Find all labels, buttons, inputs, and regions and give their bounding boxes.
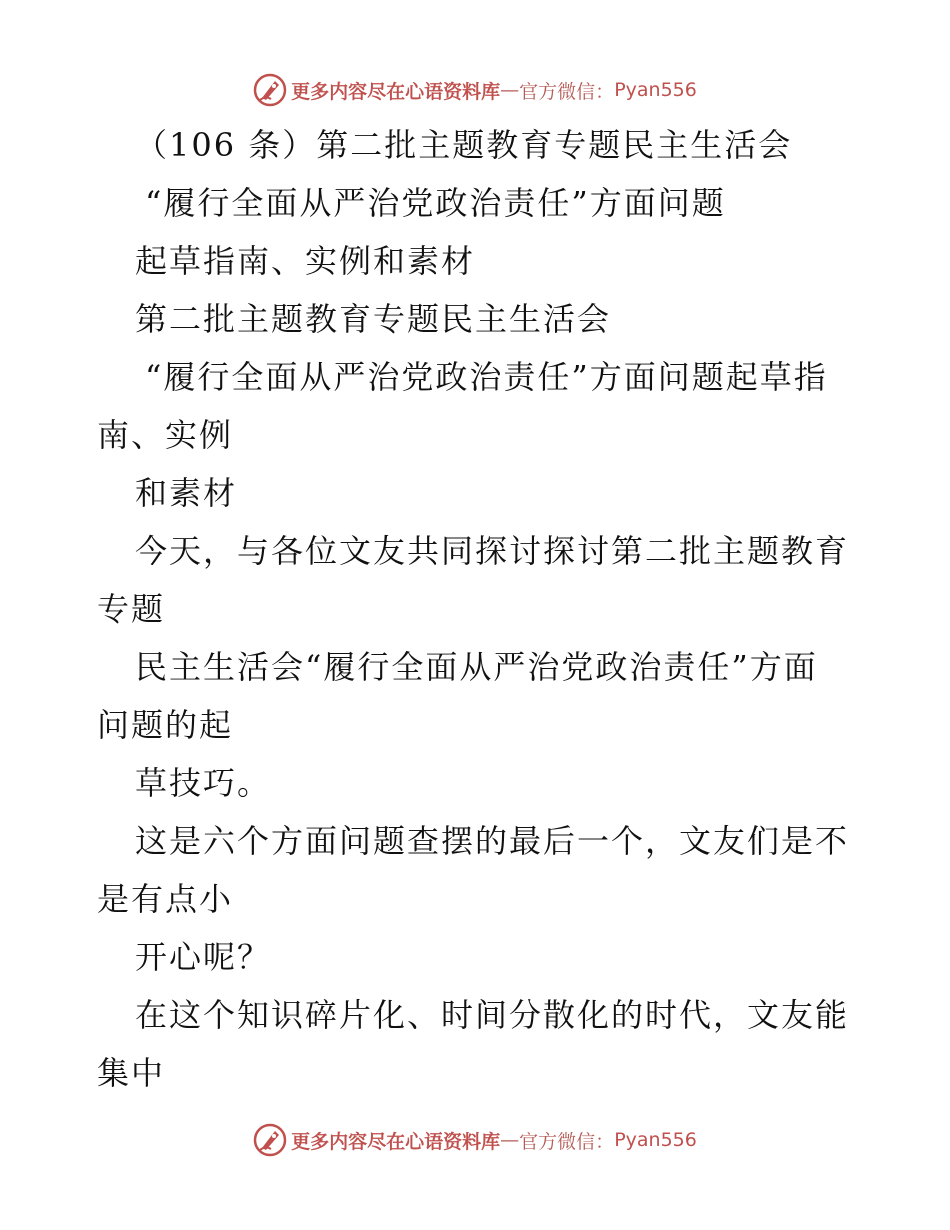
doc-line: 开心呢？ bbox=[135, 938, 272, 976]
watermark-wechat-id: Pyan556 bbox=[614, 1129, 697, 1151]
pen-nib-logo-icon bbox=[253, 73, 287, 107]
watermark-wechat-label: 官方微信： bbox=[519, 1130, 615, 1153]
doc-line: 民主生活会“履行全面从严治党政治责任”方面 bbox=[135, 648, 818, 686]
doc-line: 在这个知识碎片化、时间分散化的时代，文友能 bbox=[135, 996, 850, 1034]
doc-line: 是有点小 bbox=[97, 880, 234, 918]
watermark-text: 更多内容尽在心语资料库 bbox=[291, 1130, 501, 1153]
doc-line: 这是六个方面问题查摆的最后一个，文友们是不 bbox=[135, 822, 850, 860]
header-watermark bbox=[0, 70, 950, 110]
doc-line: 第二批主题教育专题民主生活会 bbox=[135, 300, 612, 338]
watermark-separator: — bbox=[500, 79, 520, 101]
doc-line: 专题 bbox=[97, 590, 166, 628]
watermark-wechat-id: Pyan556 bbox=[614, 79, 697, 101]
document-body bbox=[97, 116, 857, 1102]
watermark-separator: — bbox=[500, 1129, 520, 1151]
doc-line: “履行全面从严治党政治责任”方面问题 bbox=[145, 184, 726, 222]
doc-line: （106 条）第二批主题教育专题民主生活会 bbox=[135, 126, 793, 164]
doc-line: 集中 bbox=[97, 1054, 166, 1092]
doc-line: 问题的起 bbox=[97, 706, 234, 744]
doc-line: “履行全面从严治党政治责任”方面问题起草指 bbox=[145, 358, 828, 396]
watermark-wechat-label: 官方微信： bbox=[519, 80, 615, 103]
doc-line: 今天，与各位文友共同探讨探讨第二批主题教育 bbox=[135, 532, 850, 570]
doc-line: 起草指南、实例和素材 bbox=[135, 242, 476, 280]
watermark-text: 更多内容尽在心语资料库 bbox=[291, 80, 501, 103]
footer-watermark bbox=[0, 1120, 950, 1160]
doc-line: 南、实例 bbox=[97, 416, 234, 454]
doc-line: 草技巧。 bbox=[135, 764, 272, 802]
pen-nib-logo-icon bbox=[253, 1123, 287, 1157]
doc-line: 和素材 bbox=[135, 474, 238, 512]
